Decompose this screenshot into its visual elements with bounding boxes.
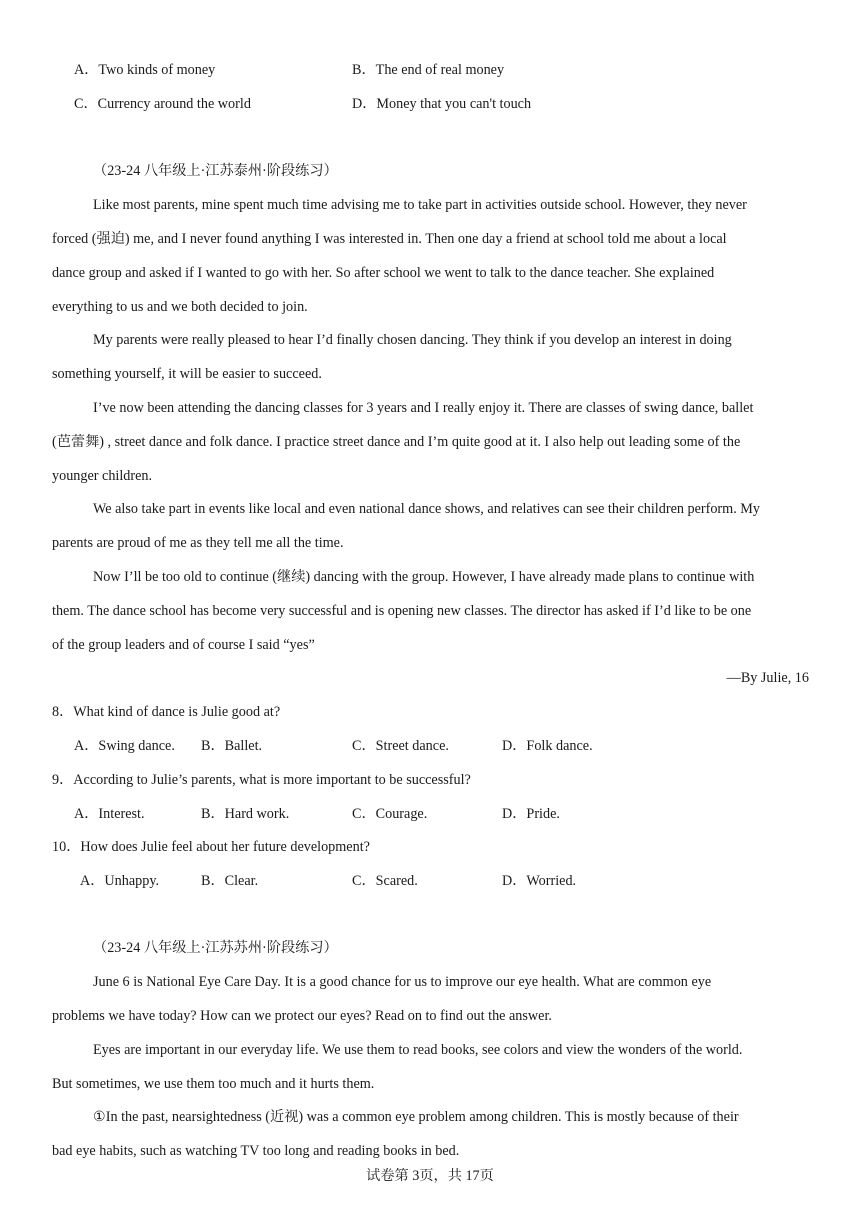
q10-option-a[interactable]: A．Unhappy.	[80, 873, 160, 889]
passage2-source: （23-24 八年级上·江苏苏州·阶段练习）	[93, 940, 338, 956]
q9-option-c[interactable]: C．Courage.	[352, 806, 428, 822]
q10-option-c[interactable]: C．Scared.	[352, 873, 418, 889]
q7-option-c[interactable]: C．Currency around the world	[74, 96, 251, 112]
text-line: ①In the past, nearsightedness (近视) was a common eye problem among children. This is mostly because of their	[93, 1109, 739, 1125]
q7-option-b[interactable]: B．The end of real money	[352, 62, 505, 78]
text-line: younger children.	[52, 468, 153, 484]
q9-option-d[interactable]: D．Pride.	[502, 806, 560, 822]
q10-option-b[interactable]: B．Clear.	[201, 873, 259, 889]
q7-option-d[interactable]: D．Money that you can't touch	[352, 96, 532, 112]
text-line: Eyes are important in our everyday life. We use them to read books, see colors and view the wonders of the world.	[93, 1042, 743, 1058]
q7-option-a[interactable]: A．Two kinds of money	[74, 62, 216, 78]
text-line: problems we have today? How can we protect our eyes? Read on to find out the answer.	[52, 1008, 552, 1024]
text-line: parents are proud of me as they tell me all the time.	[52, 535, 344, 551]
text-line: something yourself, it will be easier to succeed.	[52, 366, 322, 382]
text-line: everything to us and we both decided to join.	[52, 299, 308, 315]
text-line: (芭蕾舞) , street dance and folk dance. I practice street dance and I’m quite good at it. I also help out leading some of the	[52, 434, 741, 450]
page-footer: 试卷第 3页，共 17页	[366, 1168, 494, 1184]
question-8-stem: 8．What kind of dance is Julie good at?	[52, 704, 281, 720]
text-line: forced (强迫) me, and I never found anything I was interested in. Then one day a friend at school told me about a local	[52, 231, 727, 247]
q9-option-b[interactable]: B．Hard work.	[201, 806, 290, 822]
text-line: dance group and asked if I wanted to go with her. So after school we went to talk to the dance teacher. She explained	[52, 265, 715, 281]
q10-option-d[interactable]: D．Worried.	[502, 873, 577, 889]
passage1-signature: —By Julie, 16	[726, 670, 809, 686]
text-line: them. The dance school has become very successful and is opening new classes. The director has asked if I’d like to be one	[52, 603, 752, 619]
text-line: Now I’ll be too old to continue (继续) dancing with the group. However, I have already made plans to continue with	[93, 569, 755, 585]
text-line: of the group leaders and of course I said “yes”	[52, 637, 315, 653]
text-line: But sometimes, we use them too much and it hurts them.	[52, 1076, 375, 1092]
q8-option-b[interactable]: B．Ballet.	[201, 738, 263, 754]
text-line: June 6 is National Eye Care Day. It is a good chance for us to improve our eye health. What are common eye	[93, 974, 712, 990]
q8-option-d[interactable]: D．Folk dance.	[502, 738, 593, 754]
question-9-stem: 9．According to Julie’s parents, what is more important to be successful?	[52, 772, 471, 788]
q9-option-a[interactable]: A．Interest.	[74, 806, 145, 822]
text-line: We also take part in events like local and even national dance shows, and relatives can see their children perform. My	[93, 501, 760, 517]
q8-option-a[interactable]: A．Swing dance.	[74, 738, 175, 754]
text-line: Like most parents, mine spent much time advising me to take part in activities outside school. However, they never	[93, 197, 747, 213]
text-line: I’ve now been attending the dancing classes for 3 years and I really enjoy it. There are classes of swing dance, ballet	[93, 400, 754, 416]
q8-option-c[interactable]: C．Street dance.	[352, 738, 449, 754]
text-line: bad eye habits, such as watching TV too long and reading books in bed.	[52, 1143, 460, 1159]
passage1-source: （23-24 八年级上·江苏泰州·阶段练习）	[93, 163, 338, 179]
text-line: My parents were really pleased to hear I’d finally chosen dancing. They think if you develop an interest in doing	[93, 332, 732, 348]
question-10-stem: 10．How does Julie feel about her future development?	[52, 839, 370, 855]
